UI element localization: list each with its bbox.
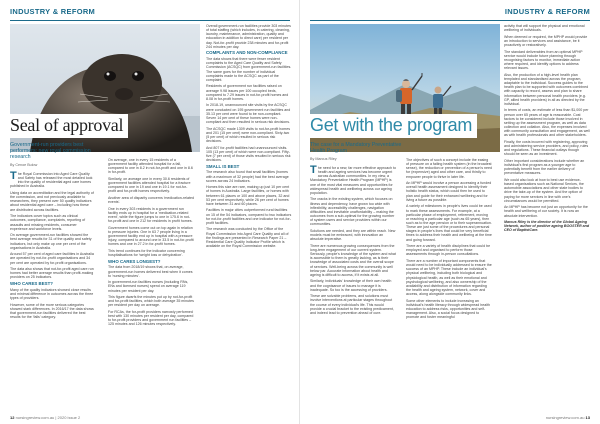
headline-block — [306, 114, 477, 138]
magazine-url: nursingreview.com.au — [15, 415, 55, 420]
paragraph: These are solvable problems, and solutions must involve interventions at particular stages throughout the course of every individual's life. This would provide a crucial bracket to the existing predicament, and indeed lead to prevention ahead of cure. — [310, 294, 394, 315]
subheading: WHO CARES BEST? — [10, 281, 53, 287]
subheading: SMALL IS BEST — [206, 163, 240, 169]
paragraph: In terms of costs, an estimate of less than $1,000 per person over 65 years of age is reasonable. Cost factors to be considered include those involved in setting up the assessment program, as well as data collection and collation. Also, the expenses involved with community consultation and engagement, as well as with health professionals and other stakeholders. — [504, 108, 590, 138]
paragraph: An MPHP has become not just an opportunity for the health and wellbeing of our society. It is now an absolute intervention. — [504, 205, 588, 218]
right-page — [300, 0, 600, 424]
article-byline: By Marcus Riley — [310, 157, 337, 161]
paragraph: In 2018-19, unannounced site visits by the ACSQC were conducted on 195 government run facilities and 35.13 per cent were found to be non-compliant. Seven 14 per cent of these homes were non-compliant and then resulted in serious risk decisions. — [206, 103, 291, 125]
paragraph: On average, one in every 15 residents of a government facility attended hospital for a fall, compared to one in 8.2 in not-for-profit and one in 8.6 in for-profit. — [108, 158, 193, 175]
page-footer — [10, 415, 80, 420]
paragraph: One in every 303 residents in a government run facility ends up in hospital for a 'medication-related event', while the figure jumps to one in 175.6 in not-for-profit and one in 212 for residents in profit homes. — [108, 206, 193, 224]
top-rule — [10, 20, 290, 21]
paragraph: Residents of government run facilities raised on average 9.98 issues per 100 occupied beds, compared to 7.29 issues in not-for-profit homes and 8.08 in for-profit homes. — [206, 84, 289, 101]
article-byline: By Cenoe Bulow — [10, 163, 38, 167]
paragraph: Overall government-run facilities provide 303 minutes of total staffing (which includes, in catering, cleaning, laundry, maintenance, administration, quality and education in addition to direct care) per resident per day. Not-for-profit provide 238 minutes and for-profit 244 minutes per day. — [206, 24, 291, 49]
paragraph: However, some of the more serious categories showed stark differences. In 2016/17 the data shows that government-run facilities delivered the best results for the 'falls' category. — [10, 302, 94, 320]
paragraph: Also, the production of a high-level health plan templated and standardised across the program, adaptable to the individual. Success guides to the health plan to be supported with outcomes combined with capacity to record, assess and plan to share information between personal health providers (e.g. GP, allied health providers) in all as directed by the individual. — [504, 72, 589, 106]
article-standfirst: Government-run providers best performers: new royal commission research — [10, 142, 91, 161]
paragraph: Some other elements to include increasing an individual's health literacy through widespread health education to address risks, opportunities and self-management. Also, a social focus designed to promote and foster meaningful — [406, 298, 490, 320]
subheading: WHO CARES LONGEST? — [108, 258, 161, 264]
paragraph: Government homes come out on top again in relation to pressure injuries. One in 63 7 people living in a government facility end up in hospital with a pressure injury, compared to around one in 33.5 in not-for-profit homes and one in 27.2 in for-profit homes. — [108, 225, 194, 247]
paragraph: The data from 2018/19 shows that, on average, government-run homes delivered best when it comes to 'nursing minutes'. — [108, 265, 193, 278]
paragraph: Finally, the costs incurred with registering, approving and administering service providers, and policy, rules and regulations. These financial outlays though should be seen as an investment. — [504, 139, 589, 157]
article-column-3 — [504, 24, 590, 235]
paragraph: The research also found that small facilities (homes with a maximum of 32 people) had the best average scores across 24 indicators. — [206, 170, 289, 183]
paragraph: For RCAs, the for-profit providers narrowly performed best with 130 minutes per resident per day, compared to for-profit providers and government run facilities – 125 minutes and 126 minutes respectively. — [108, 309, 194, 327]
article-column-1 — [310, 166, 396, 318]
paragraph: The Royal Commission into Aged Care Quality and Safety has released the most detailed look into the quality of residential aged care homes published in Australia. — [10, 170, 93, 189]
headline-block — [6, 114, 128, 138]
section-label: INDUSTRY & REFORM — [10, 7, 96, 16]
page-number: 12 — [10, 415, 15, 420]
paragraph: Another area of disparity concerns 'medication-related events'. — [108, 196, 194, 205]
paragraph: Marcus Riley is the director of the Global Ageing Network, author of positive ageing BOOSTER and CEO of BaptistCare. — [504, 220, 590, 233]
paragraph: Similarly, individuals' knowledge of their own health and the cognisance of issues to manage it is inadequate. So too is the accessing of providers. — [310, 279, 392, 292]
paragraph: The data also shows that not-for-profit aged care run homes had better average results than profit-making providers on 25 indicators. — [10, 267, 94, 280]
paragraph: Facilities in major cities outperformed rural facilities on 15 of the 54 indicators, compared to two indicators for not-for-profit facilities and one indicator for not-for-profit facilities. — [206, 208, 292, 225]
paragraph: The cracks in the existing system, which focuses on illness and dependency, have grown too wide with inflexibility, accessibility challenges, navigation difficulties and inevitable unaffordability – making the outcomes from a sub-optimal for the growing number of system users and service providers within our communities. — [310, 197, 395, 227]
paragraph: And 807 for-profit facilities had unannounced visits. 105 (13 per cent) of which were non-compliant. Fifty-five (7 per cent) of those visits resulted in serious risk decisions. — [206, 145, 291, 163]
paragraph: The research was conducted by the Office of the Royal Commission into Aged Care Quality and all of the findings are presented in Research Paper 21 – Residential Care Quality Indicator Profile which is available on the Royal Commission website. — [206, 227, 289, 249]
subheading: COMPLAINTS AND NON-COMPLIANCE — [206, 50, 288, 56]
paragraph: This trend continues for the indicator concerning hospitalisations for 'weight loss or dehydration'. — [108, 248, 185, 258]
paragraph: The objectives of such a concept include the easing of pressure on a failing health system (in the broadest sense), the reduction or prevention of a person's need for (expensive) aged and other care, and thirdly to empower people to thrive in later life. — [406, 158, 492, 179]
paragraph: Other important considerations include whether an individual's first program as a younger age to potentially benefit from the earlier delivery of preventative measures. — [504, 158, 585, 176]
page-footer — [546, 415, 590, 420]
paragraph: Around 57 per cent of aged care facilities in Australia are operated by not-for-profit organisations and 34 per cent are operated by for-profit organisations. — [10, 252, 94, 265]
article-column-2 — [108, 158, 194, 329]
paragraph: Similarly, on average one in every 30.6 residents of government facilities attended hospital for a fracture compared to one in 19 and one in 19.1 for not-for-profit and for-profit homes respectively. — [108, 177, 191, 194]
paragraph: The indicators cover topics such as clinical outcomes, compliance, complaints, reporting of assaults and missing residents, consumer experience and workforce levels. — [10, 214, 86, 231]
section-label: INDUSTRY & REFORM — [504, 7, 590, 16]
article-headline: Get with the program — [310, 115, 473, 135]
paragraph: Solutions are needed, and they are within reach. New models must be embraced, with innovation an absolute imperative. — [310, 228, 396, 242]
magazine-url: nursingreview.com.au — [545, 415, 585, 420]
paragraph: An MPHP would involve a person accessing a funded overall health assessment designed to identify their holistic health status, which could then be used to plan and guide for their enhanced wellbeing and for living a future as possible. — [406, 181, 492, 202]
paragraph: There are a variety of health disciplines that could be employed and organised to perform those assessments through in-person consultations. — [406, 244, 491, 257]
paragraph: This figure dwarfs the minutes put up by not-for-profit and for-profit facilities, which both average 35 minutes per resident per day on average. — [108, 295, 194, 308]
top-rule — [310, 20, 590, 21]
article-standfirst: The case for a Mandatory Preventative Health Program — [310, 142, 402, 155]
paragraph: A variety of milestones in people's lives could be used to mark these assessments. For example, at a particular phase of employment, retirement, moving or reaching a particular age (such as 65 years), then such as to the age pension or to their superannuation. These are just some of the procedures and personal stages in people's lives that could be very beneficial times to address their health and wellbeing at the time and going forward. — [406, 204, 492, 242]
paragraph: On average government-run facilities showed the best average results for 31 of the quality and safety indicators, but only make up one per cent of the organisations in Australia. — [10, 233, 92, 250]
paragraph: The ACSQC made 1309 visits to not-for-profit homes and 201 (15 per cent) were non-compliant. Sixty-two (5 per cent) of which resulted in serious risk decisions. — [206, 126, 291, 144]
paragraph: The standard deliverables from an optimal MPHP service would include future planning through recognising factors to monitor, immediate action where required, and identify options to address relevant issues. — [504, 49, 583, 71]
page-number: 13 — [585, 415, 590, 420]
article-column-3 — [206, 24, 292, 251]
paragraph: We could also look at how to best use evidence-based organisations such as National Seniors, the automobile associations and other state bodies to drive the take-up of the system. And the option of paying for more services in line with one's circumstances would be permitted. — [504, 177, 584, 203]
paragraph: There are a number of important components that would need to be individually addressed to ensure the success of an MPHP. These include an individual's physical wellbeing, including both biological and physiological health, as well as their emotional and psychological wellbeing, and also ownership of the availability and distribution of information regarding the health and ageing system, network, cover and access, along alongside community links. — [406, 259, 492, 297]
paragraph: There are numerous growing consequences from the long-term engagement of our current system. Seriously, people's knowledge of the system and what is accessible to them is greatly lacking, as is their knowledge of associated costs and the overall scope of services. Well-being across the community is well below par. Accurate information about health and ageing is difficult to access, if it exists at all. — [310, 243, 396, 277]
paragraph: Homes this size are rare, making up just 10 per cent of homes in Australia. Large facilities, or homes with between 61 places or 100 and above places, 32 and 53 per cent respectively, while 26 per cent of homes have between 31 and 60 places. — [206, 185, 290, 206]
issue-label: | 2020 issue 2 — [55, 415, 81, 420]
article-column-1 — [10, 172, 94, 322]
paragraph: activity that will support the physical and emotional wellbeing of individuals. — [504, 24, 585, 33]
paragraph: Using data on accreditation and the legal authority of the commission, and not previously available to researchers, they present over 50 quality indicators about residential aged care – including how these are distributed across facilities. — [10, 191, 94, 212]
article-headline: Seal of approval — [10, 115, 124, 135]
paragraph: The need for a new, far more effective approach to health and ageing services has become urgent across Australian communities. In my view, a Mandatory Preventative Health Program (MPHP) is one of the most vital measures and opportunities for widespread health and wellbeing across our ageing population. — [310, 164, 396, 195]
paragraph: Many of the quality indicators showed close results and minimal difference in outcomes across the three types of providers. — [10, 287, 94, 301]
paragraph: The data shows that there were fewer resident complaints to the Aged Care Quality and Safety Commission (ACSQC) from government-run facilities. The same goes for the number of individual complaints made to the ACSQC as part of the complaint. — [206, 57, 292, 82]
paragraph: When deemed or required, the MPHP would provide an introduction to services and assistance, be it proactively or restoratively. — [504, 34, 588, 48]
article-column-2 — [406, 158, 492, 322]
paragraph: In government-run facilities nurses (including RNs, ENs and licensed nurses) spend on average 119 minutes per resident per day. — [108, 280, 189, 293]
